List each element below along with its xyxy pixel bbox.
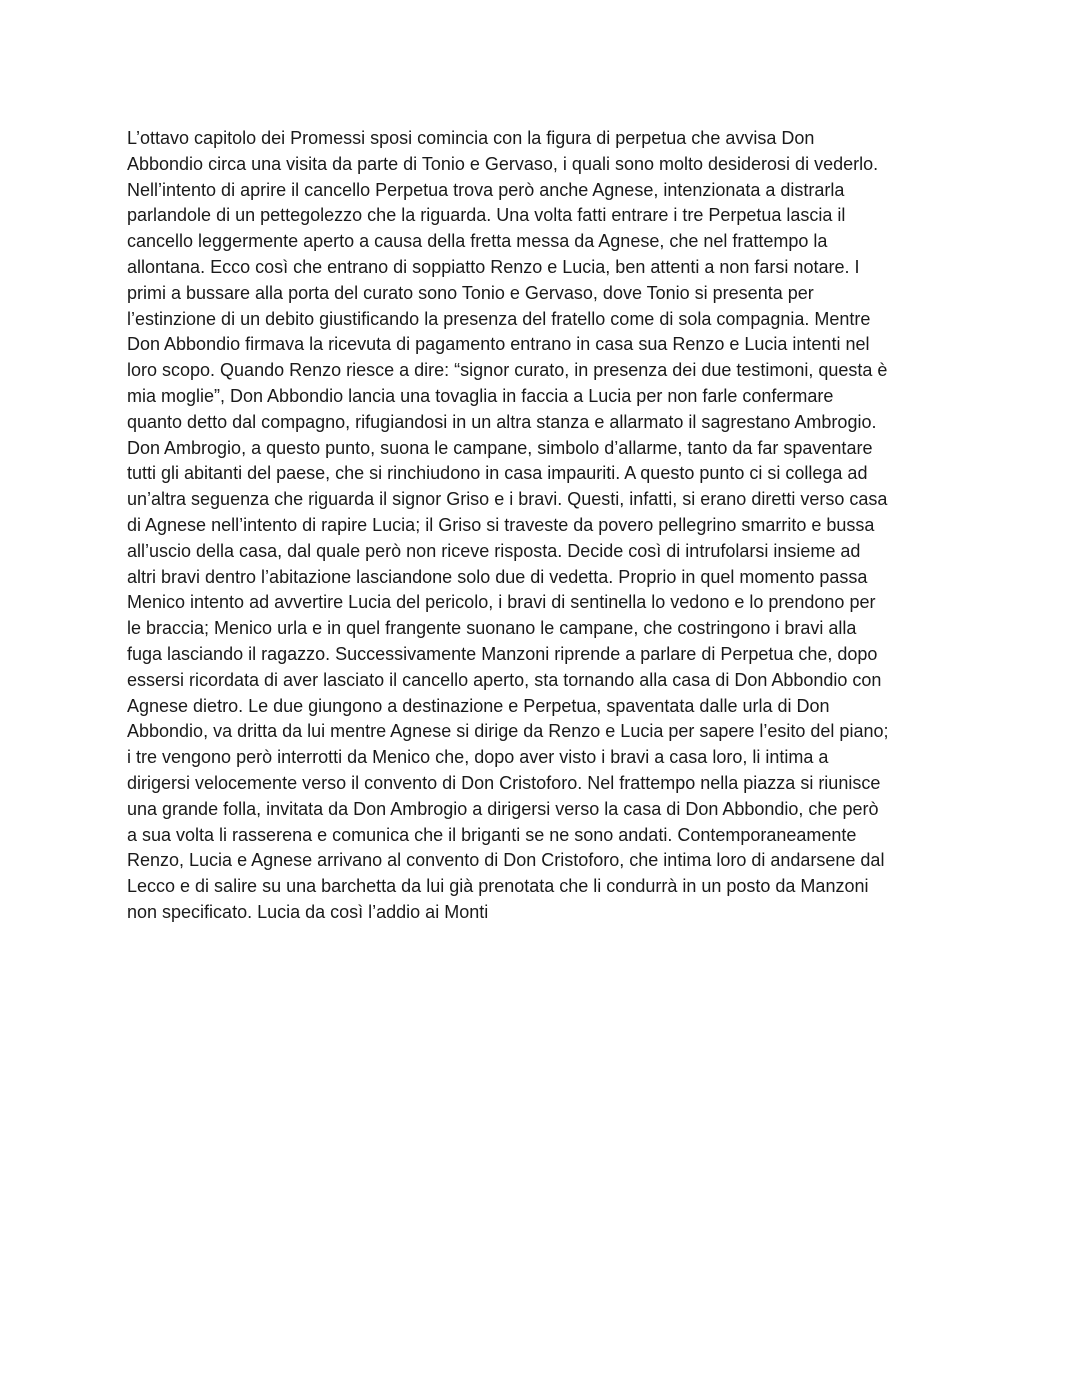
text-line: Don Ambrogio, a questo punto, suona le campane, simbolo d’allarme, tanto da far spaventare (127, 437, 873, 458)
text-line: Don Abbondio firmava la ricevuta di pagamento entrano in casa sua Renzo e Lucia intenti nel (127, 334, 870, 355)
text-line: un’altra seguenza che riguarda il signor Griso e i bravi. Questi, infatti, si erano diretti verso casa (127, 489, 888, 510)
text-line: fuga lasciando il ragazzo. Successivamente Manzoni riprende a parlare di Perpetua che, dopo (127, 643, 878, 664)
text-line: non specificato. Lucia da così l’addio ai Monti (127, 901, 489, 922)
text-line: Abbondio circa una visita da parte di Tonio e Gervaso, i quali sono molto desiderosi di vederlo. (127, 153, 879, 174)
text-line: cancello leggermente aperto a causa della fretta messa da Agnese, che nel frattempo la (127, 231, 828, 252)
text-line: primi a bussare alla porta del curato sono Tonio e Gervaso, dove Tonio si presenta per (127, 282, 814, 303)
text-line: mia moglie”, Don Abbondio lancia una tovaglia in faccia a Lucia per non farle confermare (127, 385, 834, 406)
text-line: di Agnese nell’intento di rapire Lucia; il Griso si traveste da povero pellegrino smarrito e bussa (127, 514, 875, 535)
text-line: Renzo, Lucia e Agnese arrivano al convento di Don Cristoforo, che intima loro di andarsene dal (127, 850, 885, 871)
text-line: Abbondio, va dritta da lui mentre Agnese si dirige da Renzo e Lucia per sapere l’esito del piano; (127, 721, 889, 742)
text-line: essersi ricordata di aver lasciato il cancello aperto, sta tornando alla casa di Don Abbondio con (127, 669, 882, 690)
text-line: Lecco e di salire su una barchetta da lui già prenotata che li condurrà in un posto da Manzoni (127, 876, 869, 897)
text-line: allontana. Ecco così che entrano di soppiatto Renzo e Lucia, ben attenti a non farsi notare. I (127, 256, 860, 277)
text-line: l’estinzione di un debito giustificando la presenza del fratello come di sola compagnia. Mentre (127, 308, 871, 329)
text-line: all’uscio della casa, dal quale però non riceve risposta. Decide così di intrufolarsi insieme ad (127, 540, 861, 561)
text-line: loro scopo. Quando Renzo riesce a dire: “signor curato, in presenza dei due testimoni, questa è (127, 360, 888, 381)
text-line: Nell’intento di aprire il cancello Perpetua trova però anche Agnese, intenzionata a distrarla (127, 179, 845, 200)
text-line: a sua volta li rasserena e comunica che il briganti se ne sono andati. Contemporaneamente (127, 824, 857, 845)
text-line: dirigersi velocemente verso il convento di Don Cristoforo. Nel frattempo nella piazza si riunisce (127, 772, 881, 793)
text-line: Menico intento ad avvertire Lucia del pericolo, i bravi di sentinella lo vedono e lo prendono per (127, 592, 876, 613)
text-line: Agnese dietro. Le due giungono a destinazione e Perpetua, spaventata dalle urla di Don (127, 695, 830, 716)
text-line: i tre vengono però interrotti da Menico che, dopo aver visto i bravi a casa loro, li intima a (127, 747, 829, 768)
body-paragraph (127, 126, 967, 926)
text-line: quanto detto dal compagno, rifugiandosi in un altra stanza e allarmato il sagrestano Ambrogio. (127, 411, 877, 432)
text-line: tutti gli abitanti del paese, che si rinchiudono in casa impauriti. A questo punto ci si collega ad (127, 463, 868, 484)
text-line: L’ottavo capitolo dei Promessi sposi comincia con la figura di perpetua che avvisa Don (127, 128, 815, 148)
text-line: altri bravi dentro l’abitazione lasciandone solo due di vedetta. Proprio in quel momento passa (127, 566, 868, 587)
text-line: una grande folla, invitata da Don Ambrogio a dirigersi verso la casa di Don Abbondio, che però (127, 798, 879, 819)
text-line: le braccia; Menico urla e in quel frangente suonano le campane, che costringono i bravi alla (127, 618, 857, 639)
text-line: parlandole di un pettegolezzo che la riguarda. Una volta fatti entrare i tre Perpetua lascia il (127, 205, 846, 226)
